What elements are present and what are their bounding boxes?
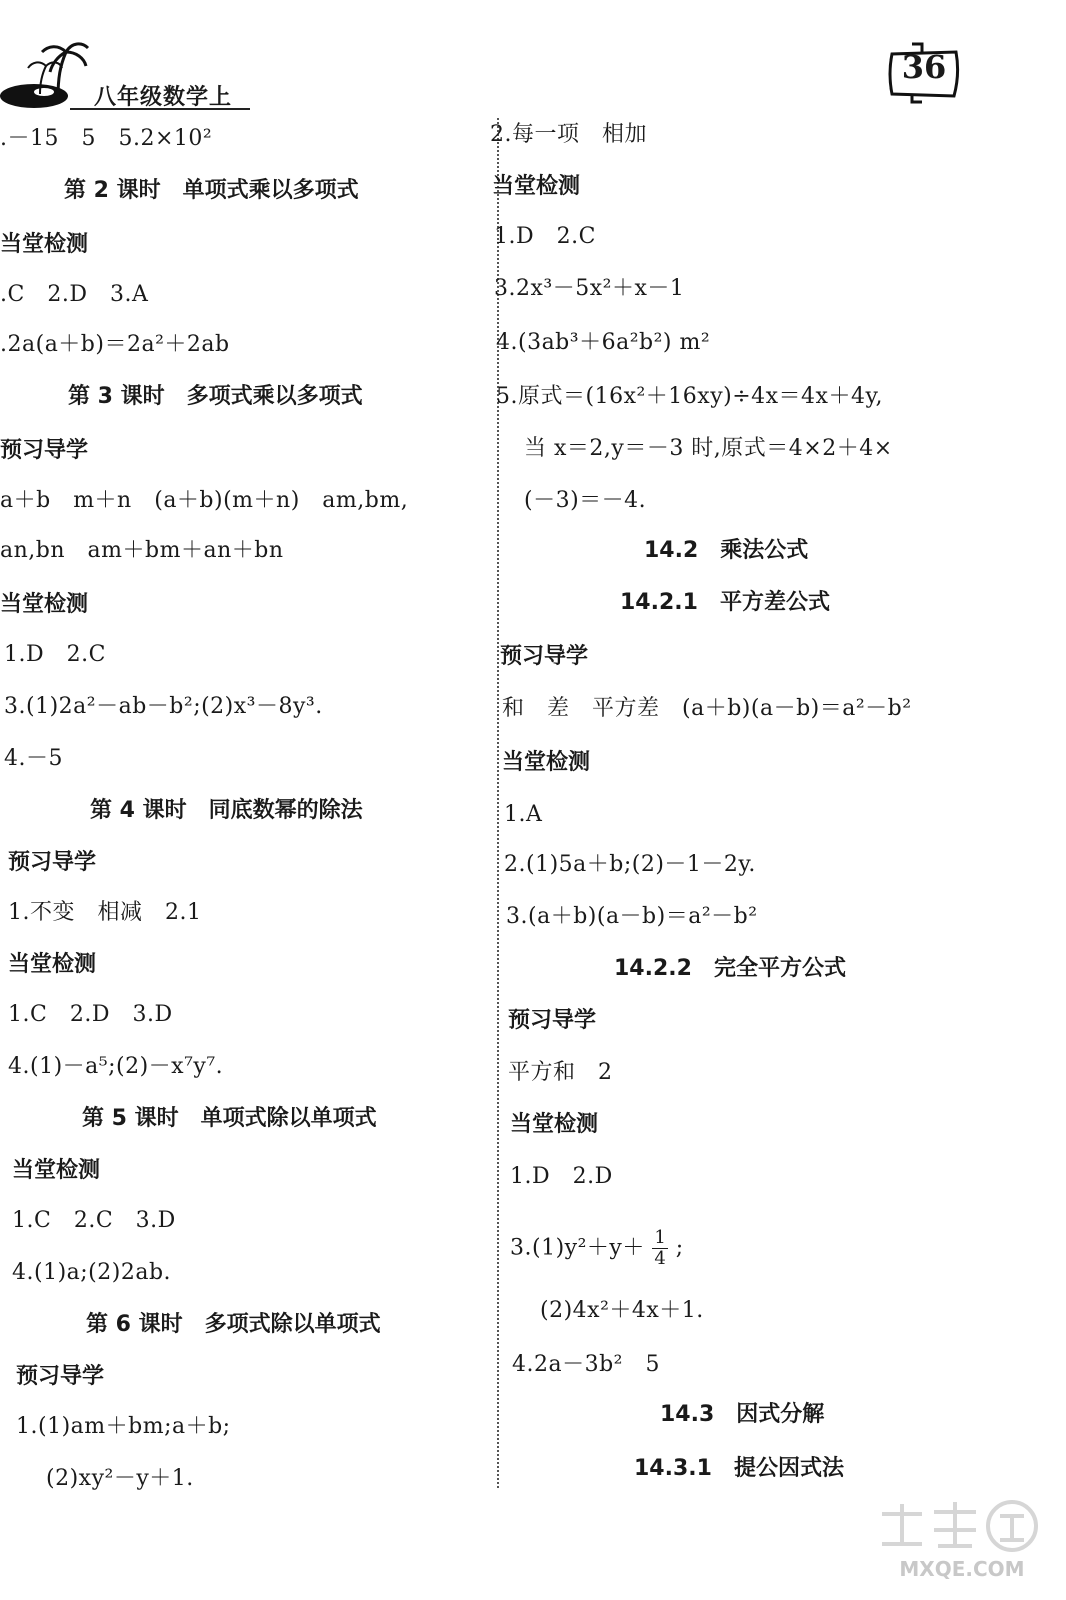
answer-line: 1.D 2.C	[494, 224, 596, 249]
answer-line: a＋b m＋n (a＋b)(m＋n) am,bm,	[0, 488, 409, 513]
answer-suffix: ;	[675, 1235, 684, 1261]
answer-line: 当 x＝2,y＝－3 时,原式＝4×2＋4×	[524, 436, 893, 461]
answer-line: 4.－5	[4, 746, 63, 771]
subsection-heading: 当堂检测	[510, 1112, 599, 1137]
answer-line: .2a(a＋b)＝2a²＋2ab	[0, 332, 230, 357]
answer-line: 1.C 2.C 3.D	[12, 1208, 176, 1233]
answer-line: (－3)＝－4.	[524, 488, 647, 513]
subsection-heading: 当堂检测	[8, 952, 97, 977]
section-title: 14.2 乘法公式	[644, 538, 809, 563]
answer-line: 3.2x³－5x²＋x－1	[494, 276, 685, 301]
section-title: 14.3.1 提公因式法	[634, 1456, 844, 1481]
answer-line: 2.每一项 相加	[490, 122, 647, 147]
answer-line: 1.不变 相减 2.1	[8, 900, 202, 925]
answer-line: 1.(1)am＋bm;a＋b;	[16, 1414, 231, 1439]
section-title: 第 5 课时 单项式除以单项式	[82, 1106, 377, 1131]
answer-line: .－15 5 5.2×10²	[0, 126, 213, 151]
answer-line: 1.D 2.C	[4, 642, 106, 667]
section-title: 第 6 课时 多项式除以单项式	[86, 1312, 381, 1337]
section-title: 第 2 课时 单项式乘以多项式	[64, 178, 359, 203]
page-number: 36	[901, 48, 947, 86]
subsection-heading: 预习导学	[0, 438, 89, 463]
section-title: 14.3 因式分解	[660, 1402, 825, 1427]
subsection-heading: 当堂检测	[0, 592, 89, 617]
subsection-heading: 预习导学	[508, 1008, 597, 1033]
section-title: 第 3 课时 多项式乘以多项式	[68, 384, 363, 409]
answer-line: an,bn am＋bm＋an＋bn	[0, 538, 284, 563]
column-divider	[497, 118, 499, 1488]
watermark-text: MXQE.COM	[899, 1557, 1025, 1581]
answer-line: 1.D 2.D	[510, 1164, 613, 1189]
section-title: 第 4 课时 同底数幂的除法	[90, 798, 363, 823]
answer-line: 3.(1)2a²－ab－b²;(2)x³－8y³.	[4, 694, 323, 719]
subsection-heading: 当堂检测	[492, 174, 581, 199]
answer-line: 5.原式＝(16x²＋16xy)÷4x＝4x＋4y,	[496, 384, 883, 409]
answer-line: .C 2.D 3.A	[0, 282, 149, 307]
answer-line: 平方和 2	[508, 1060, 613, 1085]
answer-text: 3.(1)y²＋y＋	[510, 1235, 645, 1261]
answer-line: 3.(a＋b)(a－b)＝a²－b²	[506, 904, 758, 929]
answer-line: 4.(1)－a⁵;(2)－x⁷y⁷.	[8, 1054, 224, 1079]
watermark-logo	[872, 1494, 1052, 1584]
subsection-heading: 当堂检测	[502, 750, 591, 775]
subsection-heading: 预习导学	[16, 1364, 105, 1389]
subsection-heading: 当堂检测	[0, 232, 89, 257]
answer-line: 4.2a－3b² 5	[512, 1352, 661, 1377]
fraction-numerator: 1	[654, 1227, 667, 1248]
answer-line: 4.(1)a;(2)2ab.	[12, 1260, 172, 1285]
answer-line: 1.A	[504, 802, 543, 827]
subsection-heading: 预习导学	[8, 850, 97, 875]
section-title: 14.2.1 平方差公式	[620, 590, 830, 615]
answer-line: 4.(3ab³＋6a²b²) m²	[496, 330, 711, 355]
answer-line-with-fraction	[510, 1228, 684, 1269]
fraction-denominator: 4	[654, 1248, 667, 1269]
answer-line: (2)4x²＋4x＋1.	[540, 1298, 704, 1323]
answer-line: 和 差 平方差 (a＋b)(a－b)＝a²－b²	[502, 696, 912, 721]
subsection-heading: 预习导学	[500, 644, 589, 669]
subsection-heading: 当堂检测	[12, 1158, 101, 1183]
book-title: 八年级数学上	[94, 85, 233, 110]
answer-line: 1.C 2.D 3.D	[8, 1002, 173, 1027]
fraction	[652, 1228, 668, 1269]
answer-line: (2)xy²－y＋1.	[46, 1466, 194, 1491]
section-title: 14.2.2 完全平方公式	[614, 956, 846, 981]
palm-tree-island-logo	[0, 38, 92, 110]
answer-line: 2.(1)5a＋b;(2)－1－2y.	[504, 852, 756, 877]
header-rule	[70, 108, 250, 110]
